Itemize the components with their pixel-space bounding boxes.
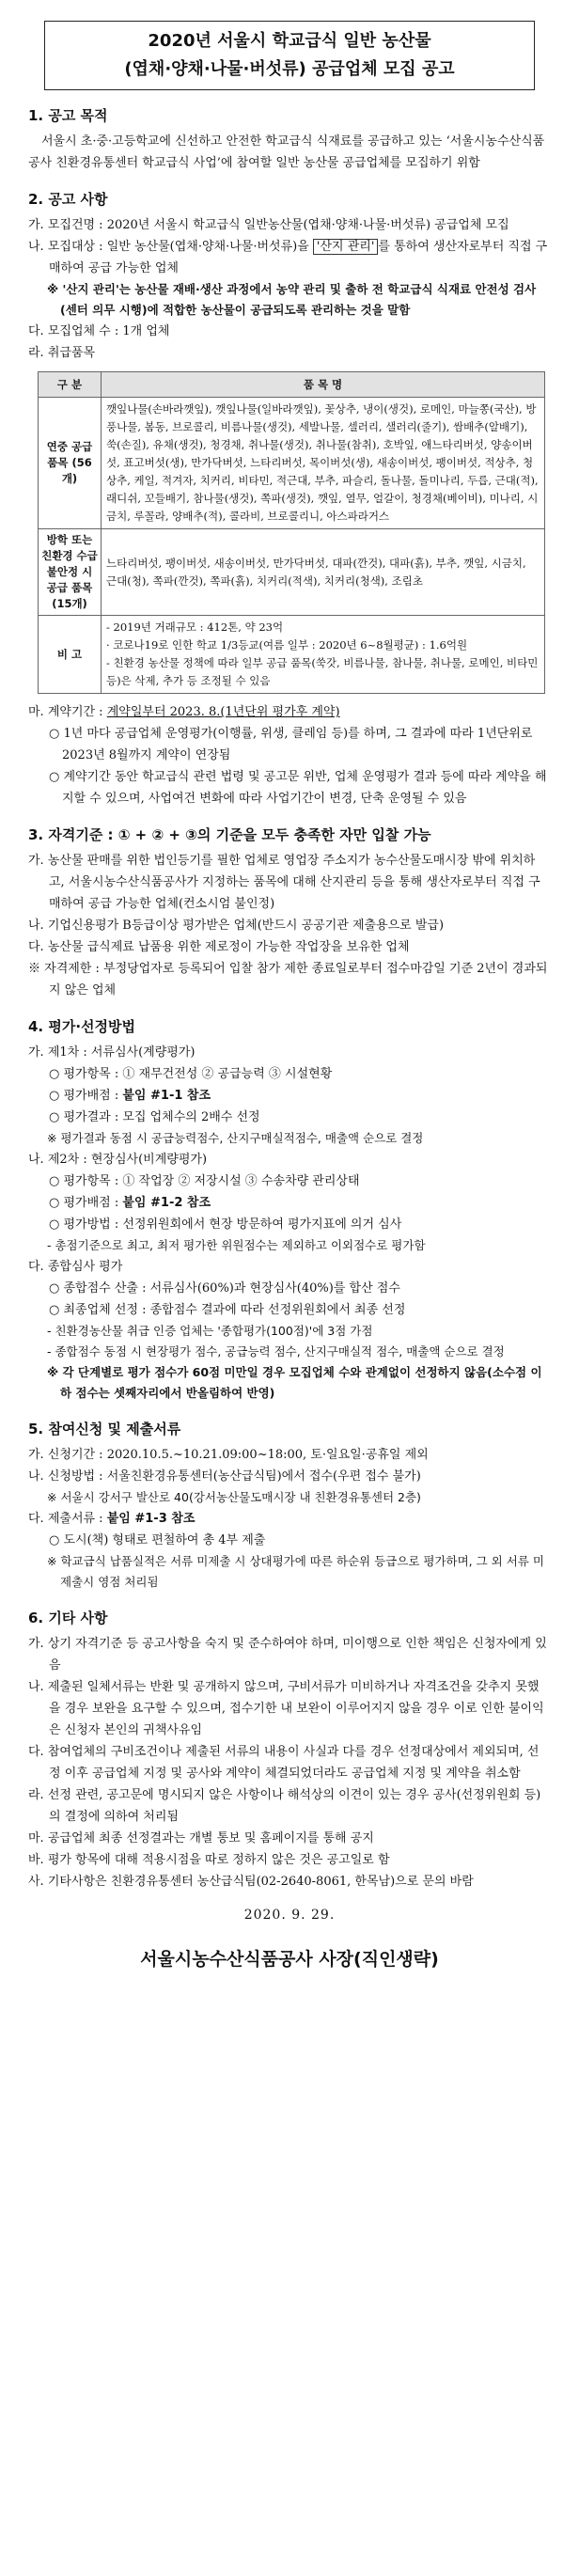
recruit-target-pre: 일반 농산물(엽채·양채·나물·버섯류)을 (106, 240, 309, 254)
recruit-target-post: 를 통하여 생산자로부터 직접 구매하여 공급 가능한 업체 (49, 240, 548, 275)
section-4-heading: 4. 평가·선정방법 (28, 1018, 135, 1035)
recruit-title (28, 214, 551, 236)
title-line-2: (엽채·양채·나물·버섯류) 공급업체 모집 공고 (124, 59, 455, 79)
eval-2-criteria-label: ○ 평가배점 : (49, 1196, 119, 1210)
submission-docs-text: 붙임 #1-3 참조 (106, 1512, 196, 1526)
misc-item-4: 라. 선정 관련, 공고문에 명시되지 않은 사항이나 해석상의 이견이 있는 경우 공사(선정위원회 등)의 결정에 의하여 처리됨 (28, 1788, 541, 1824)
application-address: ※ 서울시 강서구 발산로 40(강서농산물도매시장 내 친환경유통센터 2층) (47, 1490, 421, 1504)
contract-period-text: 계약일부터 2023. 8.(1년단위 평가후 계약) (106, 705, 340, 719)
misc-item-7: 사. 기타사항은 친환경유통센터 농산급식팀(02-2640-8061, 한목남)으로 문의 바람 (28, 1875, 474, 1889)
eval-1-criteria-label: ○ 평가배점 : (49, 1089, 119, 1103)
table-row (39, 529, 545, 616)
eval-2-items (28, 1170, 551, 1192)
table-row (39, 616, 545, 694)
section-6-heading: 6. 기타 사항 (28, 1610, 108, 1626)
eval-1-criteria (28, 1085, 551, 1107)
qualification-1: 가. 농산물 판매를 위한 법인등기를 필한 업체로 영업장 주소지가 농수산물도매시장 밖에 위치하고, 서울시농수산식품공사가 지정하는 품목에 대해 산지관리 등을 통해 생산자로부터 직접 구매하여 공급 가능한 업체(컨소시엄 불인정) (28, 854, 540, 911)
qualification-restriction: ※ 자격제한 : 부정당업자로 등록되어 입찰 참가 제한 종료일로부터 접수마감일 기준 2년이 경과되지 않은 업체 (28, 962, 548, 997)
eval-2-items-text: ① 작업장 ② 저장시설 ③ 수송차량 관리상태 (122, 1174, 360, 1188)
notice-title (44, 21, 535, 90)
qualification-2: 나. 기업신용평가 B등급이상 평가받은 업체(반드시 공공기관 제출용으로 발급) (28, 919, 445, 933)
recruit-title-text: 2020년 서울시 학교급식 일반농산물(엽채·양채·나물·버섯류) 공급업체 모집 (106, 218, 509, 232)
eval-2-method-note: - 총점기준으로 최고, 최저 평가한 위원점수는 제외하고 이외점수로 평가함 (47, 1238, 426, 1252)
misc-item-5: 마. 공급업체 최종 선정결과는 개별 통보 및 홈페이지를 통해 공지 (28, 1831, 374, 1846)
remark-line-3: - 친환경 농산물 정책에 따라 일부 공급 품목(쑥갓, 비름나물, 참나물, 취나물, 로메인, 비타민 등)은 삭제, 추가 등 조정될 수 있음 (106, 656, 539, 687)
eval-1-items-text: ① 재무건전성 ② 공급능력 ③ 시설현황 (122, 1067, 333, 1081)
contract-termination: ○ 계약기간 동안 학교급식 관련 법령 및 공고문 위반, 업체 운영평가 결과 등에 따라 계약을 해지할 수 있으며, 사업여건 변화에 따라 사업기간이 변경, 단축 운영될 수 있음 (49, 770, 547, 806)
section-5-heading: 5. 참여신청 및 제출서류 (28, 1421, 181, 1437)
row-year-round-items: 깻잎나물(손바라깻잎), 깻잎나물(일바라깻잎), 꽃상추, 냉이(생것), 로메인, 마늘쫑(국산), 방풍나물, 봄동, 브로콜리, 비름나물(생것), 세발나물, 셀러리, 샐러리(줄기), 쌈배추(알배기), 쑥(손질), 유채(생것), 청경채, 취나물(생것), 취나물(참취), 호박잎, 애느타리버섯, 양송이버섯, 표고버섯(생), 만가닥버섯, 느타리버섯, 목이버섯(생), 새송이버섯, 팽이버섯, 적상추, 청상추, 케일, 적겨자, 치커리, 비타민, 적근대, 부추, 파슬리, 돌나물, 돌미나리, 두릅, 근대(적), 래디쉬, 꼬들배기, 참나물(생것), 쪽파(생것), 깻잎, 열무, 얼갈이, 청경채(베이비), 미나리, 시금치, 루꼴라, 양배추(적), 콜라비, 브로콜리니, 아스파라거스 (102, 398, 545, 529)
recruit-target-label: 나. 모집대상 : (28, 240, 103, 254)
application-period: 가. 신청기간 : 2020.10.5.~10.21.09:00~18:00, 토·일요일·공휴일 제외 (28, 1448, 429, 1462)
recruit-count: 다. 모집업체 수 : 1개 업체 (28, 324, 170, 338)
misc-item-6: 바. 평가 항목에 대해 적용시점을 따로 정하지 않은 것은 공고일로 함 (28, 1853, 390, 1867)
remark-line-1: - 2019년 거래규모 : 412톤, 약 23억 (106, 620, 284, 634)
header-category: 구 분 (39, 372, 102, 398)
eval-3-final: ○ 최종업체 선정 : 종합점수 결과에 따라 선정위원회에서 최종 선정 (49, 1303, 406, 1317)
issuer-signature: 서울시농수산식품공사 사장(직인생략) (140, 1949, 439, 1970)
eval-2-method: ○ 평가방법 : 선정위원회에서 현장 방문하여 평가지표에 의거 심사 (49, 1217, 402, 1232)
items-heading: 라. 취급품목 (28, 346, 96, 360)
eval-3-score: ○ 종합점수 산출 : 서류심사(60%)과 현장심사(40%)를 합산 점수 (49, 1281, 400, 1296)
submission-note: ※ 학교급식 납품실적은 서류 미제출 시 상대평가에 따른 하순위 등급으로 평가하며, 그 외 서류 미제출시 영점 처리됨 (47, 1554, 544, 1589)
row-remarks-items (102, 616, 545, 694)
qualification-3: 다. 농산물 급식제료 납품용 위한 제로정이 가능한 작업장을 보유한 업체 (28, 940, 410, 954)
row-vacation-items: 느타리버섯, 팽이버섯, 새송이버섯, 만가닥버섯, 대파(깐것), 대파(흙), 부추, 깻잎, 시금치, 근대(청), 쪽파(깐것), 쪽파(흙), 치커리(적색), 치커리(청색), 조림초 (102, 529, 545, 616)
recruit-title-label: 가. 모집건명 : (28, 218, 103, 232)
eval-1-result: ○ 평가결과 : 모집 업체수의 2배수 선정 (49, 1110, 260, 1124)
misc-item-2: 나. 제출된 일체서류는 반환 및 공개하지 않으며, 구비서류가 미비하거나 자격조건을 갖추지 못했을 경우 보완을 요구할 수 있으며, 접수기한 내 보완이 이루어지지 않을 경우 이로 인한 불이익은 신청자 본인의 귀책사유임 (28, 1680, 544, 1737)
eval-3-note-2: - 종합점수 동점 시 현장평가 점수, 공급능력 점수, 산지구매실적 점수, 매출액 순으로 결정 (47, 1344, 505, 1359)
eval-2-items-label: ○ 평가항목 : (49, 1174, 119, 1188)
eval-1-criteria-text: 붙임 #1-1 참조 (122, 1089, 211, 1103)
recruit-target (28, 236, 551, 279)
remark-line-2: · 코로나19로 인한 학교 1/3등교(여름 일부 : 2020년 6~8월평균) : 1.6억원 (106, 638, 468, 652)
contract-period-label: 마. 계약기간 : (28, 705, 103, 719)
row-vacation-category: 방학 또는 친환경 수급 불안정 시 공급 품목(15개) (39, 529, 102, 616)
eval-stage-3: 다. 종합심사 평가 (28, 1260, 123, 1274)
submission-docs (28, 1508, 551, 1530)
table-row (39, 398, 545, 529)
section-1-heading: 1. 공고 목적 (28, 107, 108, 124)
eval-2-criteria-text: 붙임 #1-2 참조 (122, 1196, 211, 1210)
eval-1-tie-note: ※ 평가결과 동점 시 공급능력점수, 산지구매실적점수, 매출액 순으로 결정 (47, 1131, 424, 1145)
row-remarks-category: 비 고 (39, 616, 102, 694)
contract-period (28, 701, 551, 723)
misc-item-1: 가. 상기 자격기준 등 공고사항을 숙지 및 준수하여야 하며, 미이행으로 인한 책임은 신청자에게 있음 (28, 1637, 547, 1673)
eval-threshold-note: ※ 각 단계별로 평가 점수가 60점 미만일 경우 모집업체 수와 관계없이 선정하지 않음(소수점 이하 점수는 셋째자리에서 반올림하여 반영) (47, 1365, 542, 1400)
contract-annual-eval: ○ 1년 마다 공급업체 운영평가(이행률, 위생, 클레임 등)를 하며, 그 결과에 따라 1년단위로 2023년 8월까지 계약이 연장됨 (49, 727, 533, 762)
section-1-body: 서울시 초·중·고등학교에 신선하고 안전한 학교급식 식재료를 공급하고 있는 ‘서울시농수산식품공사 친환경유통센터 학교급식 사업’에 참여할 일반 농산물 공급업체를 모집하기 위함 (28, 134, 545, 170)
eval-1-items-label: ○ 평가항목 : (49, 1067, 119, 1081)
items-table (38, 371, 545, 694)
recruit-target-boxed: '산지 관리' (313, 239, 379, 255)
notice-date: 2020. 9. 29. (243, 1908, 336, 1923)
application-method: 나. 신청방법 : 서울친환경유통센터(농산급식팀)에서 접수(우편 접수 불가) (28, 1469, 421, 1484)
submission-format: ○ 도시(책) 형태로 편철하여 총 4부 제출 (49, 1533, 266, 1547)
title-line-1: 2020년 서울시 학교급식 일반 농산물 (148, 31, 431, 51)
field-management-note: ※ '산지 관리'는 농산물 재배·생산 과정에서 농약 관리 및 출하 전 학교급식 식재료 안전성 검사(센터 의무 시행)에 적합한 농산물이 공급되도록 관리하는 것을 말함 (47, 282, 537, 317)
eval-2-criteria (28, 1192, 551, 1214)
section-3-heading: 3. 자격기준 : ① + ② + ③의 기준을 모두 충족한 자만 입찰 가능 (28, 826, 431, 843)
section-2-heading: 2. 공고 사항 (28, 191, 108, 208)
eval-stage-1: 가. 제1차 : 서류심사(계량평가) (28, 1045, 196, 1060)
items-table-header (39, 372, 545, 398)
row-year-round-category: 연중 공급 품목 (56개) (39, 398, 102, 529)
eval-stage-2: 나. 제2차 : 현장심사(비계량평가) (28, 1153, 208, 1167)
misc-item-3: 다. 참여업체의 구비조건이나 제출된 서류의 내용이 사실과 다를 경우 선정대상에서 제외되며, 선정 이후 공급업체 지정 및 공사와 계약이 체결되었더라도 공급업체 지정 및 계약을 취소함 (28, 1745, 540, 1781)
eval-3-note-1: - 친환경농산물 취급 인증 업체는 '종합평가(100점)'에 3점 가점 (47, 1324, 373, 1338)
header-items: 품 목 명 (102, 372, 545, 398)
submission-docs-label: 다. 제출서류 : (28, 1512, 103, 1526)
eval-1-items (28, 1063, 551, 1085)
